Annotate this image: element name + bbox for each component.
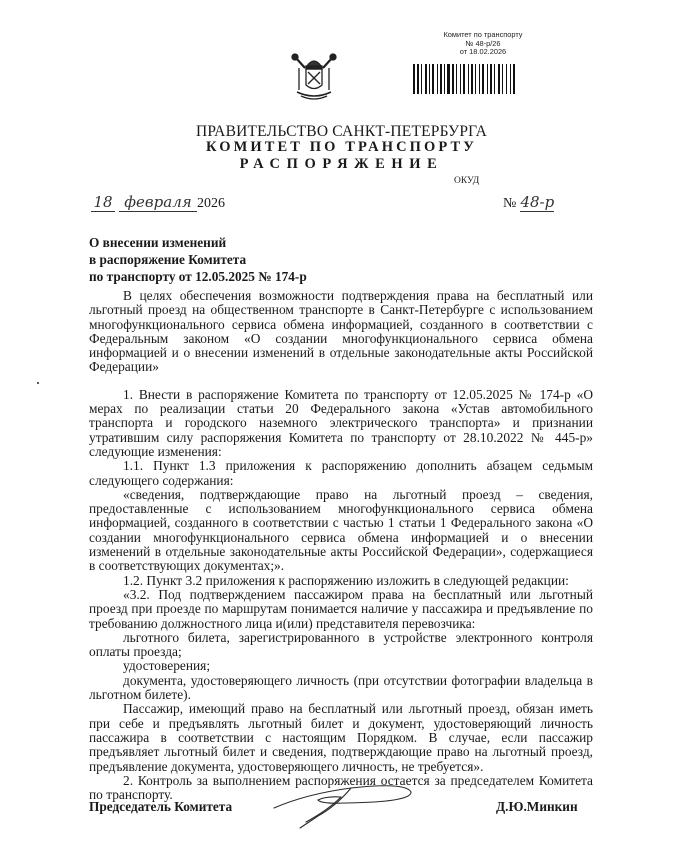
passenger-paragraph: Пассажир, имеющий право на бесплатный или льготный проезд, обязан иметь при себе и предъявлять льготный билет и документ, удостоверяющий личность пассажира в соответствии с настоящим Порядком. В случае, если пассажир предъявляет льготный билет и сведения, подтверждающие право на льготный проезд, предъявление документа, удостоверяющего личность, не требуется». [89,701,593,774]
barcode-bar [432,64,434,94]
barcode-bar [440,64,442,94]
barcode-bar [490,64,492,94]
registration-stamp [418,31,548,57]
barcode-bar [482,64,484,94]
signer-position: Председатель Комитета [89,799,233,814]
barcode-bar [452,64,454,94]
document-number [503,193,554,212]
list-item: документа, удостоверяющего личность (при отсутствии фотографии владельца в льготном билете). [89,672,593,703]
subject-line: О внесении изменений [89,235,227,250]
clause-1-1: 1.1. Пункт 1.3 приложения к распоряжению дополнить абзацем седьмым следующего содержания: [89,458,593,488]
clause-1: 1. Внести в распоряжение Комитета по транспорту от 12.05.2025 № 174-р «О мерах по реализации статьи 20 Федерального закона «Устав автомобильного транспорта и городского наземного электрического транспорта» и признании утратившим силу распоряжения Комитета по транспорту от 28.10.2022 № 445-р» следующие изменения: [89,386,593,459]
barcode-bar [463,64,465,94]
barcode-bar [460,64,461,94]
document-date [91,193,225,212]
barcode-bar [417,64,419,94]
clause-1-1-quote: «сведения, подтверждающие право на льготный проезд – сведения, предоставленные с использованием многофункционального сервиса обмена информацией, созданного в соответствии с частью 1 статьи 1 Федерального закона «О создании многофункционального сервиса обмена информацией и о внесении изменений в отдельные законодательные акты Российской Федерации», содержащиеся в соответствующих документах;». [89,486,593,574]
barcode-bar [444,64,445,94]
coat-of-arms-icon [291,52,337,102]
barcode-bar [471,64,473,94]
barcode-icon [413,64,548,94]
scan-speck [37,382,39,384]
subject-line: в распоряжение Комитета [89,252,247,267]
list-item: удостоверения; [123,658,211,674]
barcode-bar [513,64,515,94]
preamble-paragraph: В целях обеспечения возможности подтверждения права на бесплатный или льготный проезд на общественном транспорте в Санкт-Петербурге с использованием многофункционального сервиса обмена информацией, созданного в соответствии с Федеральным законом «О создании многофункционального сервиса обмена информацией и о внесении изменений в отдельные законодательные акты Российской Федерации» [89,288,593,375]
barcode-bar [468,64,469,94]
barcode-bar [506,64,507,94]
document-subject [89,234,307,285]
government-title: ПРАВИТЕЛЬСТВО САНКТ-ПЕТЕРБУРГА [195,123,488,140]
handwritten-signature-icon [266,776,421,831]
stamp-date: от 18.02.2026 [459,47,507,57]
barcode-bar [429,64,430,94]
barcode-bar [502,64,503,94]
barcode-bar [487,64,488,94]
document-type: РАСПОРЯЖЕНИЕ [239,156,444,172]
clause-2: 2. Контроль за выполнением распоряжения остается за председателем Комитета по транспорту. [89,772,593,803]
barcode-bar [456,64,457,94]
stamp-committee: Комитет по транспорту [443,30,523,39]
committee-title: КОМИТЕТ ПО ТРАНСПОРТУ [205,139,478,155]
number-value: 48-р [520,193,555,211]
barcode-bar [475,64,476,94]
document-body [89,289,593,802]
barcode-bar [494,64,495,94]
stamp-number: № 48-р/26 [465,38,501,48]
barcode-bar [425,64,427,94]
barcode-bar [413,64,415,94]
date-month: февраля [119,193,197,212]
barcode-bar [479,64,480,94]
okud-label: ОКУД [454,176,480,186]
signer-name: Д.Ю.Минкин [496,799,578,814]
barcode-bar [498,64,500,94]
date-year: 2026 [197,196,225,211]
number-prefix: № [503,196,517,211]
barcode-bar [510,64,511,94]
barcode-bar [421,64,422,94]
barcode-bar [447,64,450,94]
list-item: льготного билета, зарегистрированного в устройстве электронного контроля оплаты проезда; [89,629,593,660]
date-day: 18 [91,193,115,212]
clause-1-2: 1.2. Пункт 3.2 приложения к распоряжению изложить в следующей редакции: [123,572,569,588]
subject-line: по транспорту от 12.05.2025 № 174-р [89,269,307,284]
barcode-bar [437,64,438,94]
clause-3-2: «3.2. Под подтверждением пассажиром права на бесплатный или льготный проезд при проезде по маршрутам понимается наличие у пассажира и предъявление по требованию должностного лица и(или) представителя перевозчика: [89,586,593,631]
